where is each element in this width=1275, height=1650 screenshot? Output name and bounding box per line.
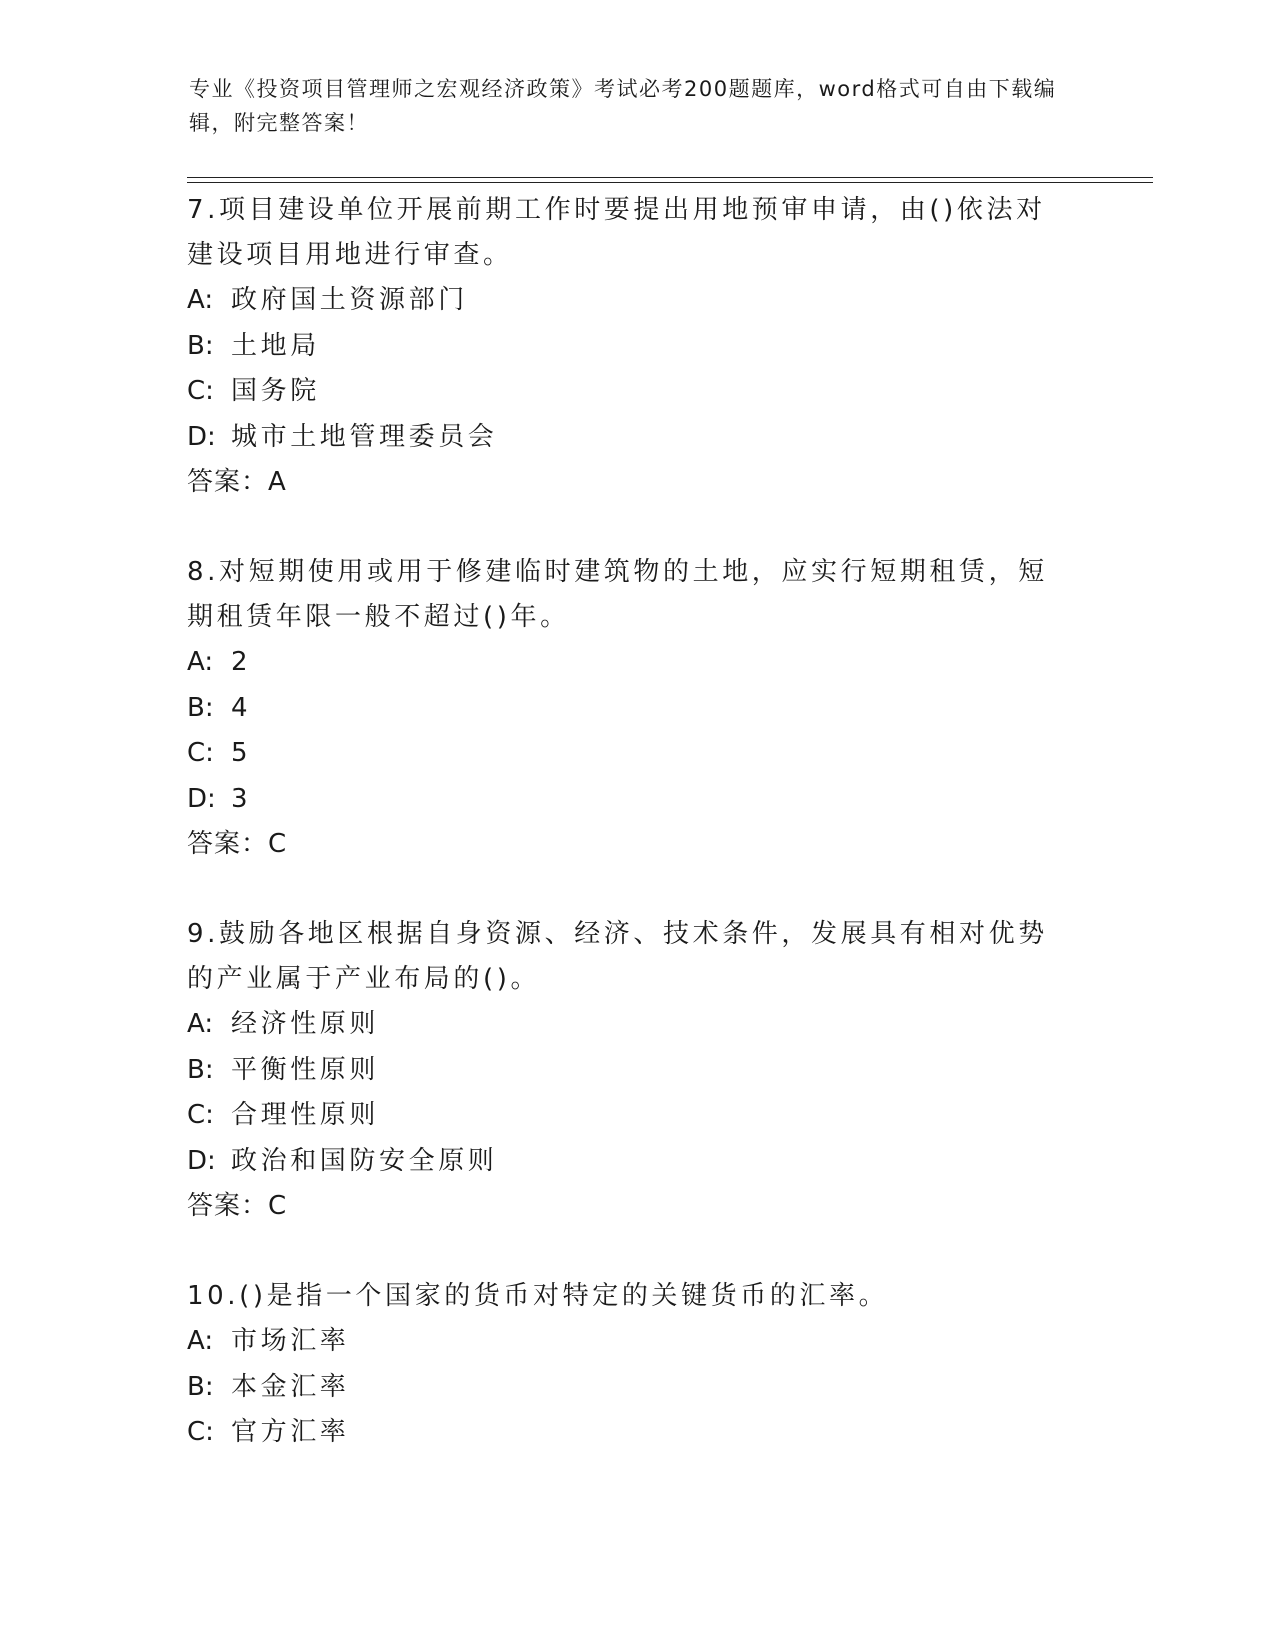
option-letter: C: xyxy=(187,1417,214,1447)
option-letter: B: xyxy=(187,1054,214,1085)
answer-line: 答案：C xyxy=(187,829,288,859)
spacer xyxy=(187,505,1067,550)
option-text: 官方汇率 xyxy=(231,1417,350,1447)
option-letter: C: xyxy=(187,376,214,406)
answer-line: 答案：C xyxy=(187,1191,288,1221)
question-8 xyxy=(187,550,1067,867)
option-text: 经济性原则 xyxy=(231,1009,380,1039)
option-c xyxy=(187,369,1067,415)
option-d xyxy=(187,415,1067,461)
spacer xyxy=(187,867,1067,912)
option-letter: A: xyxy=(187,285,214,315)
option-b xyxy=(187,1365,1067,1411)
option-a xyxy=(187,640,1067,686)
option-text: 5 xyxy=(231,738,252,768)
option-c xyxy=(187,1093,1067,1139)
option-text: 平衡性原则 xyxy=(231,1054,380,1085)
question-stem: 8.对短期使用或用于修建临时建筑物的土地，应实行短期租赁，短期租赁年限一般不超过()年。 xyxy=(187,557,1048,632)
question-stem: 7.项目建设单位开展前期工作时要提出用地预审申请，由()依法对建设项目用地进行审查。 xyxy=(187,195,1046,270)
option-letter: B: xyxy=(187,330,214,361)
option-letter: D: xyxy=(187,1145,216,1176)
option-a xyxy=(187,278,1067,324)
option-letter: A: xyxy=(187,1326,214,1356)
option-letter: B: xyxy=(187,1371,214,1402)
spacer xyxy=(187,1229,1067,1274)
option-letter: C: xyxy=(187,1100,214,1130)
question-stem: 9.鼓励各地区根据自身资源、经济、技术条件，发展具有相对优势的产业属于产业布局的()。 xyxy=(187,919,1048,994)
option-letter: D: xyxy=(187,783,216,814)
option-b xyxy=(187,324,1067,370)
answer-line: 答案：A xyxy=(187,467,287,497)
question-9 xyxy=(187,912,1067,1229)
option-a xyxy=(187,1319,1067,1365)
question-list xyxy=(187,188,1067,1456)
option-text: 2 xyxy=(231,647,252,677)
option-text: 城市土地管理委员会 xyxy=(231,421,498,452)
option-d xyxy=(187,1139,1067,1185)
option-text: 市场汇率 xyxy=(231,1326,350,1356)
question-10 xyxy=(187,1274,1067,1456)
option-text: 合理性原则 xyxy=(231,1100,380,1130)
option-text: 土地局 xyxy=(231,330,320,361)
document-header: 专业《投资项目管理师之宏观经济政策》考试必考200题题库，word格式可自由下载编辑，附完整答案！ xyxy=(189,77,1057,135)
option-letter: A: xyxy=(187,647,214,677)
question-stem: 10.()是指一个国家的货币对特定的关键货币的汇率。 xyxy=(187,1281,889,1311)
header-divider-top xyxy=(187,177,1153,178)
option-d xyxy=(187,777,1067,823)
option-text: 3 xyxy=(231,783,252,814)
option-text: 政府国土资源部门 xyxy=(231,285,468,315)
option-letter: B: xyxy=(187,692,214,723)
option-c xyxy=(187,731,1067,777)
option-letter: A: xyxy=(187,1009,214,1039)
option-text: 国务院 xyxy=(231,376,320,406)
question-7 xyxy=(187,188,1067,505)
header-divider-bottom xyxy=(187,182,1153,183)
option-text: 政治和国防安全原则 xyxy=(231,1145,498,1176)
option-b xyxy=(187,1048,1067,1094)
option-b xyxy=(187,686,1067,732)
option-a xyxy=(187,1002,1067,1048)
option-text: 本金汇率 xyxy=(231,1371,350,1402)
option-letter: D: xyxy=(187,421,216,452)
option-c xyxy=(187,1410,1067,1456)
option-letter: C: xyxy=(187,738,214,768)
option-text: 4 xyxy=(231,692,252,723)
